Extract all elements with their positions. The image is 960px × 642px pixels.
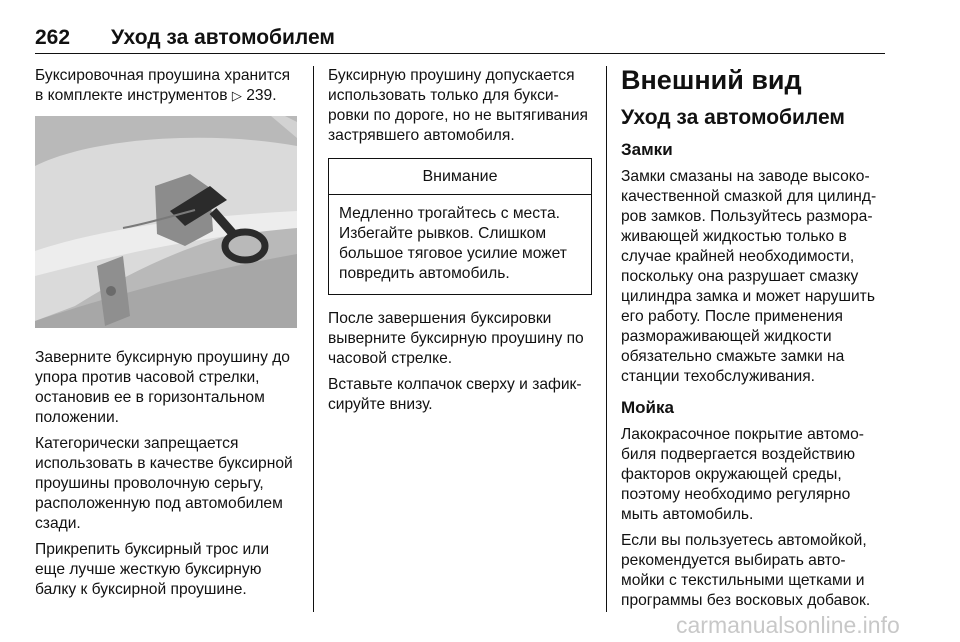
warning-title: Внимание — [329, 159, 591, 195]
warning-text: Медленно трогайтесь с места. Избегайте рывков. Слишком большое тяговое усилие может повредить автомобиль. — [339, 205, 567, 282]
paragraph: Заверните буксирную проушину до упора против часовой стрелки, остановив ее в горизонтальном положении. — [35, 349, 290, 426]
intro-reference: 239. — [246, 87, 277, 104]
column-divider — [313, 66, 314, 612]
intro-paragraph — [35, 66, 299, 106]
paragraph: Категорически запрещается использовать в качестве буксирной проушины проволочную серьгу, расположенную под автомобилем сзади. — [35, 435, 293, 532]
page-reference-icon: ▷ — [231, 88, 242, 103]
column-1 — [35, 66, 299, 606]
column-divider — [606, 66, 607, 612]
paragraph: Вставьте колпачок сверху и зафик-сируйте внизу. — [328, 376, 582, 413]
watermark: carmanualsonline.info — [676, 612, 900, 638]
paragraph: Прикрепить буксирный трос или еще лучше жесткую буксирную балку к буксирной проушине. — [35, 541, 270, 598]
section-heading: Внешний вид — [621, 65, 802, 95]
warning-box — [328, 158, 592, 295]
column-3 — [621, 66, 885, 617]
towing-eye-illustration — [35, 116, 297, 328]
topic-heading-locks: Замки — [621, 140, 673, 159]
page-number: 262 — [35, 26, 71, 49]
column-2 — [328, 66, 592, 421]
paragraph: Лакокрасочное покрытие автомо-биля подвергается воздействию факторов окружающей среды, поэтому необходимо регулярно мыть автомобиль. — [621, 426, 864, 523]
subsection-heading: Уход за автомобилем — [621, 106, 845, 129]
paragraph: Замки смазаны на заводе высоко-качественной смазкой для цилинд-ров замков. Пользуйтесь размора-живающей жидкостью только в случае крайней необходимости, поскольку она разрушает смазку цилиндра замка и может нарушить его работу. После применения размораживающей жидкости обязательно смажьте замки на станции техобслуживания. — [621, 168, 877, 385]
topic-heading-wash: Мойка — [621, 398, 674, 417]
page-header — [35, 26, 885, 54]
paragraph: Буксирную проушину допускается использовать только для букси-ровки по дороге, но не вытягивания застрявшего автомобиля. — [328, 67, 588, 144]
paragraph: Если вы пользуетесь автомойкой, рекомендуется выбирать авто-мойки с текстильными щетками и программы без восковых добавок. — [621, 532, 871, 609]
paragraph: После завершения буксировки выверните буксирную проушину по часовой стрелке. — [328, 310, 584, 367]
chapter-title: Уход за автомобилем — [111, 26, 335, 49]
header-rule — [35, 53, 885, 54]
intro-text: Буксировочная проушина хранится в комплекте инструментов — [35, 67, 291, 104]
